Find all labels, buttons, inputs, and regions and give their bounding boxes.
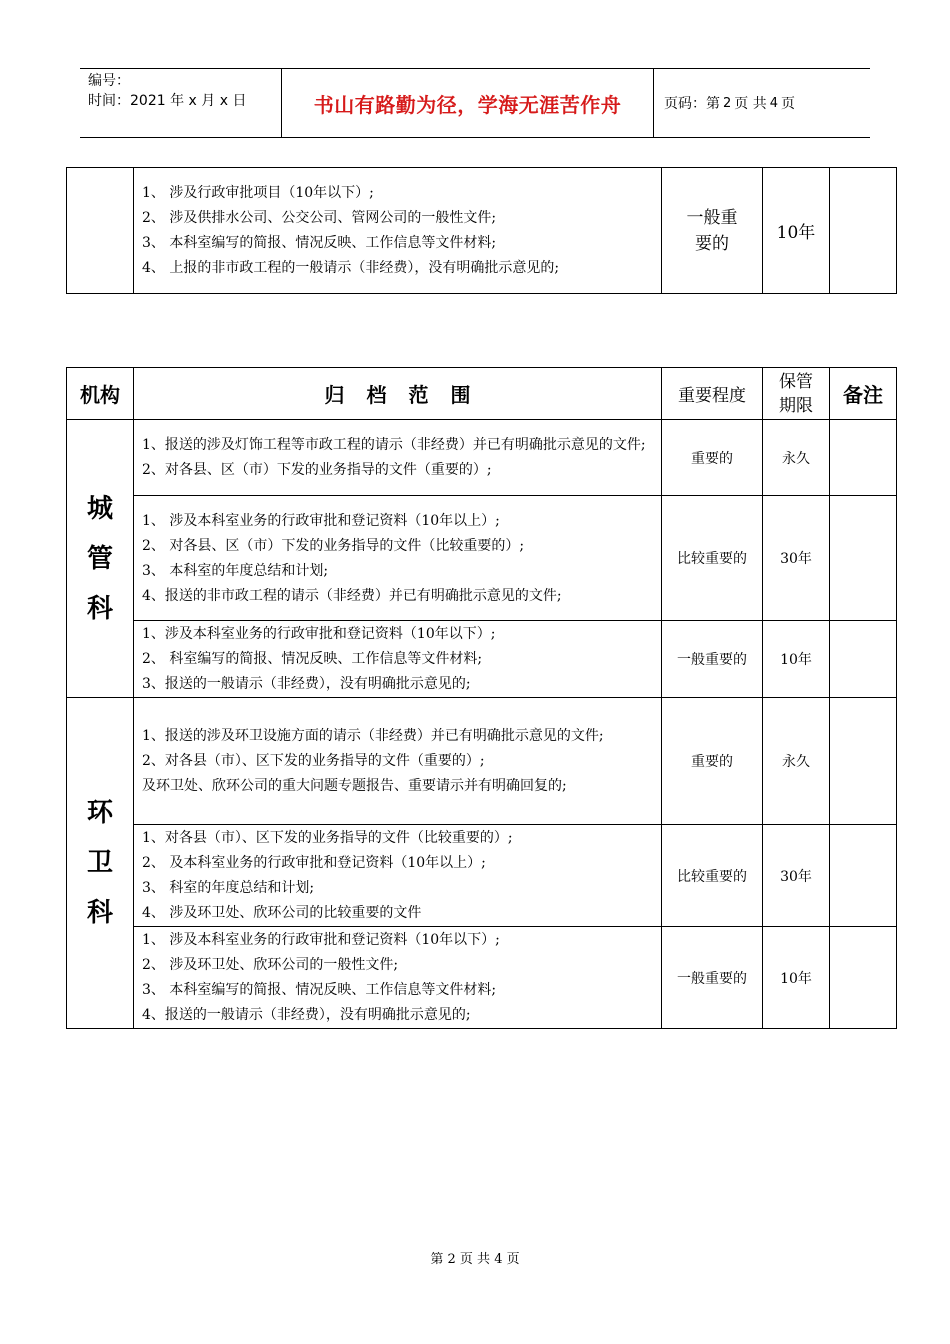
importance-cell: 一般重要的 [662,621,763,698]
scope-cell [134,496,662,621]
scope-line: 1、涉及本科室业务的行政审批和登记资料（10年以下）; [142,626,496,642]
org-char: 环 [86,798,113,828]
importance-cell: 比较重要的 [662,496,763,621]
retention-cell: 10年 [763,168,830,294]
retention-cell: 10年 [763,621,830,698]
scope-line: 3、 科室的年度总结和计划; [142,880,315,896]
scope-line: 4、报送的非市政工程的请示（非经费）并已有明确批示意见的文件; [142,587,562,604]
org-char: 卫 [86,848,113,878]
header-org: 机构 [67,368,134,420]
table-row [67,927,897,1029]
header-scope: 归档范围 [134,368,662,420]
table-row [67,825,897,927]
scope-line: 4、 涉及环卫处、欣环公司的比较重要的文件 [142,905,422,921]
scope-line: 3、 本科室编写的简报、情况反映、工作信息等文件材料; [142,235,497,251]
page-footer [0,1248,950,1267]
scope-line: 4、报送的一般请示（非经费），没有明确批示意见的; [142,1007,471,1023]
scope-line: 2、 及本科室业务的行政审批和登记资料（10年以上）; [142,855,486,871]
page-mid: 页 共 [734,96,767,112]
note-cell [830,621,897,698]
table-header-row [67,368,897,420]
continuation-table [66,167,897,294]
document-time-label: 时间：2021 年 x 月 x 日 [88,93,247,109]
footer-mid: 页 共 [459,1252,491,1267]
scope-line: 3、 本科室的年度总结和计划; [142,562,329,579]
importance-cell: 重要的 [662,698,763,825]
header-note: 备注 [830,368,897,420]
note-cell [830,825,897,927]
table-row [67,496,897,621]
scope-cell [134,420,662,496]
org-char: 管 [86,543,113,574]
scope-line: 1、报送的涉及灯饰工程等市政工程的请示（非经费）并已有明确批示意见的文件; [142,437,646,453]
retention-cell: 30年 [763,496,830,621]
note-cell [830,168,897,294]
header-retention: 保管期限 [763,368,830,420]
org-char: 科 [86,898,113,928]
note-cell [830,927,897,1029]
scope-cell [134,698,662,825]
scope-cell [134,621,662,698]
page-total: 4 [769,95,779,111]
scope-line: 1、 涉及本科室业务的行政审批和登记资料（10年以下）; [142,932,500,948]
importance-cell: 一般重要的 [662,927,763,1029]
importance-cell: 一般重要的 [662,168,763,294]
table-row [67,621,897,698]
retention-cell: 10年 [763,927,830,1029]
header-meta [80,69,282,137]
org-cell [67,168,134,294]
table-row [67,168,897,294]
scope-line: 1、 涉及行政审批项目（10年以下）; [142,185,374,201]
scope-line: 2、对各县（市）、区下发的业务指导的文件（重要的）; [142,753,485,769]
scope-line: 1、对各县（市）、区下发的业务指导的文件（比较重要的）; [142,830,513,846]
importance-cell: 比较重要的 [662,825,763,927]
page-suffix: 页 [781,96,796,112]
scope-line: 及环卫处、欣环公司的重大问题专题报告、重要请示并有明确回复的; [142,778,567,794]
note-cell [830,496,897,621]
note-cell [830,698,897,825]
page-header [80,68,870,138]
note-cell [830,420,897,496]
scope-line: 2、 对各县、区（市）下发的业务指导的文件（比较重要的）; [142,537,525,554]
scope-line: 2、 科室编写的简报、情况反映、工作信息等文件材料; [142,651,483,667]
retention-cell: 永久 [763,698,830,825]
org-cell-huanwei [67,698,134,1029]
scope-line: 2、 涉及供排水公司、公交公司、管网公司的一般性文件; [142,210,497,226]
scope-line: 2、对各县、区（市）下发的业务指导的文件（重要的）; [142,462,492,478]
scope-cell [134,168,662,294]
header-importance: 重要程度 [662,368,763,420]
scope-line: 1、 涉及本科室业务的行政审批和登记资料（10年以上）; [142,512,500,529]
scope-line: 2、 涉及环卫处、欣环公司的一般性文件; [142,957,399,973]
header-page-number [654,69,870,137]
retention-cell: 永久 [763,420,830,496]
footer-prefix: 第 [430,1252,444,1267]
scope-cell [134,825,662,927]
table-row [67,698,897,825]
scope-line: 4、 上报的非市政工程的一般请示（非经费），没有明确批示意见的; [142,260,560,276]
org-char: 科 [86,593,113,624]
org-char: 城 [86,493,113,524]
scope-line: 3、报送的一般请示（非经费），没有明确批示意见的; [142,676,471,692]
retention-cell: 30年 [763,825,830,927]
document-number-label: 编号： [88,73,130,89]
importance-cell: 重要的 [662,420,763,496]
header-motto: 书山有路勤为径，学海无涯苦作舟 [282,69,654,137]
scope-line: 1、报送的涉及环卫设施方面的请示（非经费）并已有明确批示意见的文件; [142,728,604,744]
scope-cell [134,927,662,1029]
footer-suffix: 页 [506,1252,520,1267]
page-prefix: 页码：第 [664,96,720,112]
table-row [67,420,897,496]
page-current: 2 [723,95,732,111]
scope-line: 3、 本科室编写的简报、情况反映、工作信息等文件材料; [142,982,497,998]
archive-scope-table [66,367,897,1029]
footer-current: 2 [447,1252,456,1267]
footer-total: 4 [494,1252,503,1267]
org-cell-chengguan [67,420,134,698]
